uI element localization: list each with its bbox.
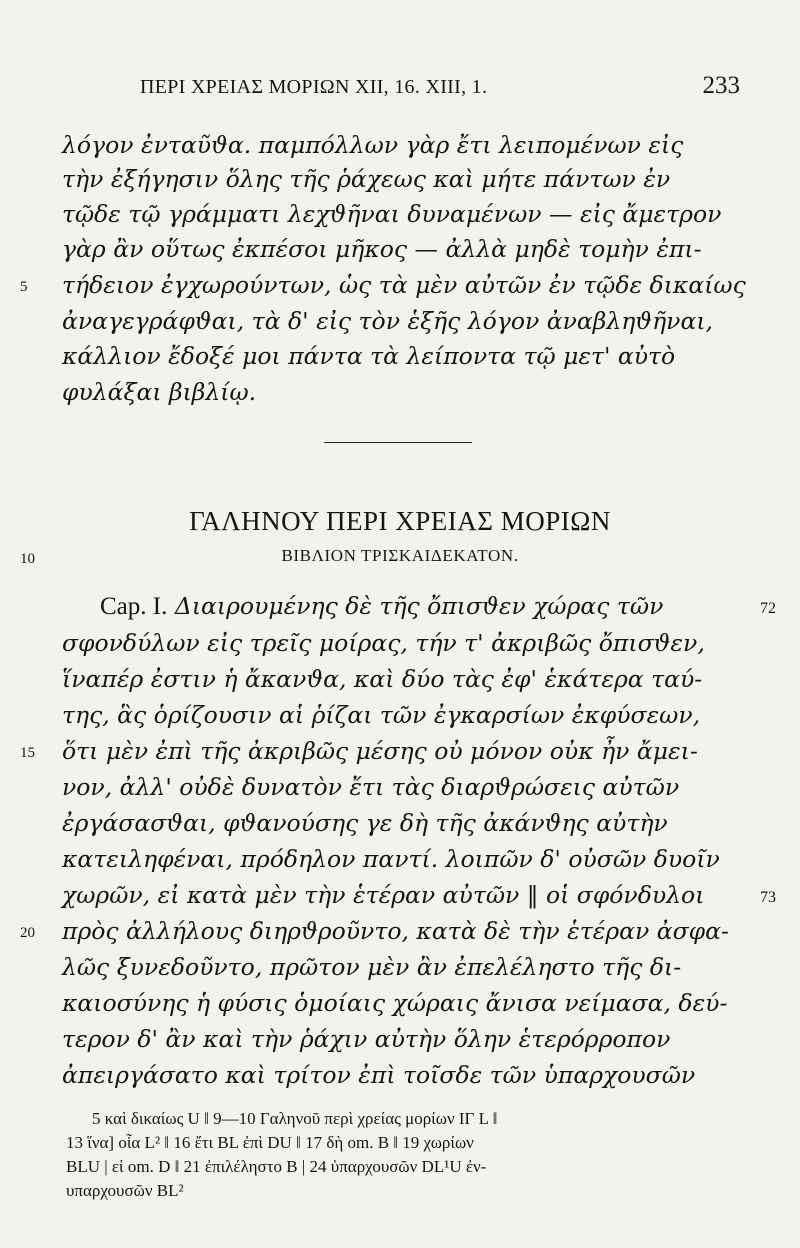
book-title: ΓΑΛΗΝΟΥ ΠΕΡΙ ΧΡΕΙΑΣ ΜΟΡΙΩΝ xyxy=(189,506,611,536)
text-line: τῷδε τῷ γράμματι λεχϑῆναι δυναμένων — εἰς ἄμετρον xyxy=(62,200,722,228)
line-number: 10 xyxy=(20,551,35,567)
line-number: 20 xyxy=(20,925,35,941)
book-subtitle: ΒΙΒΛΙΟΝ ΤΡΙΣΚΑΙΔΕΚΑΤΟΝ. xyxy=(281,546,519,565)
line-number: 5 xyxy=(20,279,28,295)
text-line: ἵναπέρ ἐστιν ἡ ἄκανϑα, καὶ δύο τὰς ἐφ' ἑκάτερα ταύ- xyxy=(62,665,703,693)
text-line: ἀναγεγράφϑαι, τὰ δ' εἰς τὸν ἑξῆς λόγον ἀναβληϑῆναι, xyxy=(62,307,714,335)
text-line: νον, ἀλλ' οὐδὲ δυνατὸν ἔτι τὰς διαρϑρώσεις αὐτῶν xyxy=(62,773,680,801)
text-line: τήδειον ἐγχωρούντων, ὡς τὰ μὲν αὐτῶν ἐν τῷδε δικαίως xyxy=(62,271,746,299)
chapter-first-line xyxy=(100,594,740,619)
text-line: τερον δ' ἂν καὶ τὴν ῥάχιν αὐτὴν ὅλην ἑτερόρροπον xyxy=(62,1025,671,1053)
margin-number: 72 xyxy=(760,600,776,617)
footnote-line: υπαρχουσῶν BL² xyxy=(66,1181,184,1200)
text-line: χωρῶν, εἰ κατὰ μὲν τὴν ἑτέραν αὐτῶν ‖ οἱ σφόνδυλοι xyxy=(62,881,705,909)
margin-number: 73 xyxy=(760,889,776,906)
line-number: 15 xyxy=(20,745,35,761)
text-line: καιοσύνης ἡ φύσις ὁμοίαις χώραις ἄνισα νείμασα, δεύ- xyxy=(62,989,728,1017)
text-line: γὰρ ἂν οὕτως ἐκπέσοι μῆκος — ἀλλὰ μηδὲ τομὴν ἐπι- xyxy=(62,235,702,263)
footnote-line: 13 ἵνα] οἷα L² ‖ 16 ἔτι BL ἐπὶ DU ‖ 17 δὴ om. B ‖ 19 χωρίων xyxy=(66,1133,474,1152)
chapter-first-line-text: Διαιρουμένης δὲ τῆς ὄπισϑεν χώρας τῶν xyxy=(174,592,664,620)
footnote-line: 5 καὶ δικαίως U ‖ 9—10 Γαληνοῦ περὶ χρείας μορίων ΙΓ L ‖ xyxy=(92,1109,498,1128)
text-line: τὴν ἐξήγησιν ὅλης τῆς ῥάχεως καὶ μήτε πάντων ἐν xyxy=(62,165,671,193)
page-number: 233 xyxy=(702,72,740,99)
text-line: κάλλιον ἔδοξέ μοι πάντα τὰ λείποντα τῷ μετ' αὐτὸ xyxy=(62,342,676,370)
text-line: της, ἃς ὁρίζουσιν αἱ ῥίζαι τῶν ἐγκαρσίων ἐκφύσεων, xyxy=(62,701,701,729)
text-line: ὅτι μὲν ἐπὶ τῆς ἀκριβῶς μέσης οὐ μόνον οὐκ ἦν ἄμει- xyxy=(62,737,698,765)
text-line: λῶς ξυνεδοῦντο, πρῶτον μὲν ἂν ἐπελέληστο τῆς δι- xyxy=(62,953,682,981)
text-line: φυλάξαι βιβλίῳ. xyxy=(62,378,257,406)
chapter-label: Cap. I. xyxy=(100,593,168,620)
running-title: ΠΕΡΙ ΧΡΕΙΑΣ ΜΟΡΙΩΝ XII, 16. XIII, 1. xyxy=(140,76,488,98)
section-divider xyxy=(324,442,472,443)
text-line: λόγον ἐνταῦϑα. παμπόλλων γὰρ ἔτι λειπομένων εἰς xyxy=(62,131,684,159)
page-header xyxy=(140,72,740,108)
text-line: πρὸς ἀλλήλους διηρϑροῦντο, κατὰ δὲ τὴν ἑτέραν ἀσφα- xyxy=(62,917,729,945)
text-line: κατειληφέναι, πρόδηλον παντί. λοιπῶν δ' οὐσῶν δυοῖν xyxy=(62,845,720,873)
text-line: ἀπειργάσατο καὶ τρίτον ἐπὶ τοῖσδε τῶν ὑπαρχουσῶν xyxy=(62,1061,696,1089)
footnote-line: BLU | εἰ om. D ‖ 21 ἐπιλέληστο B | 24 ὑπαρχουσῶν DL¹U ἐν- xyxy=(66,1157,487,1176)
text-line: σφονδύλων εἰς τρεῖς μοίρας, τήν τ' ἀκριβῶς ὄπισϑεν, xyxy=(62,629,705,657)
text-line: ἐργάσασϑαι, φϑανούσης γε δὴ τῆς ἀκάνϑης αὐτὴν xyxy=(62,809,668,837)
